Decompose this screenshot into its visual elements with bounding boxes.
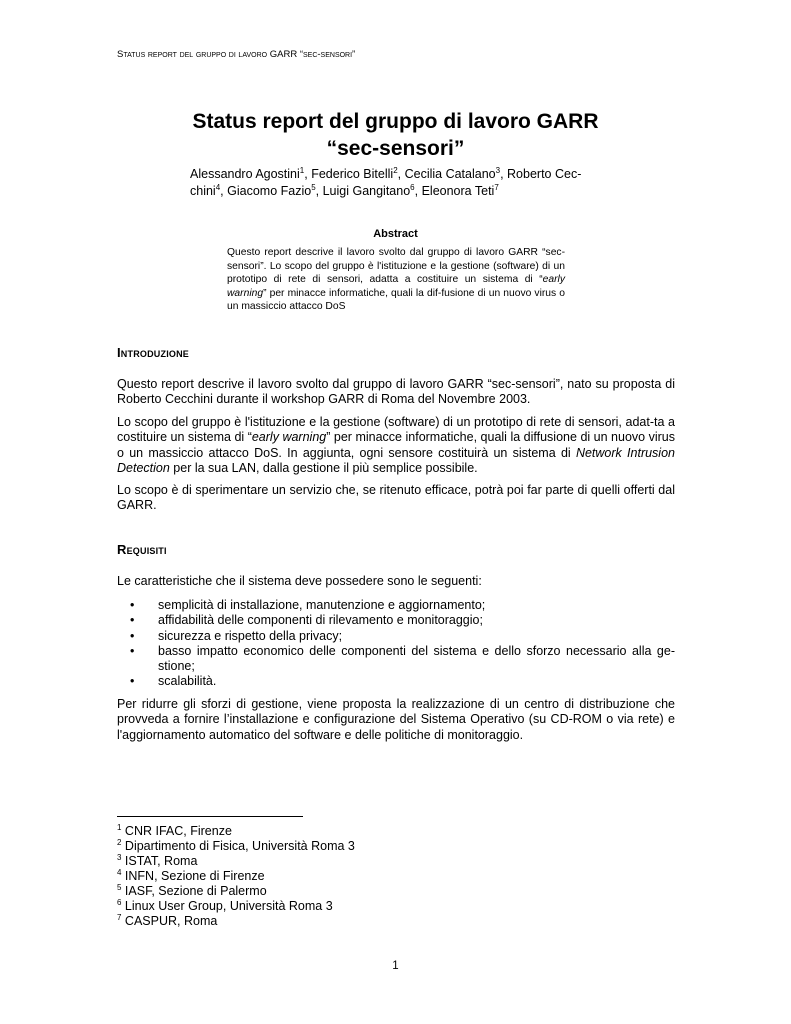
running-header-subtitle: “sec-sensori” <box>297 49 356 60</box>
running-header <box>117 49 355 60</box>
paragraph: Le caratteristiche che il sistema deve possedere sono le seguenti: <box>117 574 482 588</box>
document-title <box>0 108 791 162</box>
bullet-icon: • <box>130 643 135 658</box>
abstract-text: Questo report descrive il lavoro svolto dal gruppo di lavoro GARR “sec-sensori”. Lo scopo del gruppo è l'istituzione e la gestione (software) di un prototipo di rete di sensori, adatta a costituire un sistema di “early warning” per minacce informatiche, quali la dif-fusione di un nuovo virus o un massiccio attacco DoS <box>227 247 565 312</box>
footnote: $^3$ ISTAT, Roma <box>117 853 198 868</box>
footnote: $^4$ INFN, Sezione di Firenze <box>117 868 265 883</box>
author-list <box>190 166 605 200</box>
paragraph: Lo scopo è di sperimentare un servizio che, se ritenuto efficace, potrà poi far parte di quelli offerti dal GARR. <box>117 483 675 513</box>
bullet-icon: • <box>130 674 135 689</box>
emphasis: early warning <box>227 274 565 299</box>
footnote-divider <box>117 816 303 817</box>
footnote: $^2$ Dipartimento di Fisica, Università Roma 3 <box>117 838 355 853</box>
author: Federico Bitelli$^2$, <box>311 166 405 181</box>
author: Giacomo Fazio$^5$, <box>227 183 323 198</box>
list-item: • basso impatto economico delle componenti del sistema e dello sforzo necessario alla ge-stione; <box>130 643 675 674</box>
footnote: $^7$ CASPUR, Roma <box>117 913 218 928</box>
running-header-text: Status report del gruppo di lavoro <box>117 49 270 60</box>
title-line-1: Status report del gruppo di lavoro GARR <box>192 110 599 133</box>
paragraph: Lo scopo del gruppo è l'istituzione e la gestione (software) di un prototipo di rete di sensori, adat-ta a costituire un sistema di “early warning” per minacce informatiche, quali la diffusione di un nuovo virus o un massiccio attacco DoS. In aggiunta, ogni sensore costituirà un sistema di Network Intrusion Detection per la sua LAN, dalla gestione il più semplice possibile. <box>117 415 675 475</box>
footnote-marker: 7 <box>117 913 122 922</box>
footnote-marker: 4 <box>117 868 122 877</box>
footnote-marker: 3 <box>117 853 122 862</box>
footnote-marker: 5 <box>311 183 316 192</box>
list-item: • scalabilità. <box>130 674 217 689</box>
author: Cecilia Catalano$^3$, <box>404 166 508 181</box>
author: Eleonora Teti$^7$ <box>421 183 499 198</box>
abstract-heading: Abstract <box>373 228 418 240</box>
footnote-marker: 1 <box>117 823 122 832</box>
footnote: $^1$ CNR IFAC, Firenze <box>117 823 232 838</box>
paragraph: Questo report descrive il lavoro svolto dal gruppo di lavoro GARR “sec-sensori”, nato su proposta di Roberto Cecchini durante il workshop GARR di Roma del Novembre 2003. <box>117 377 675 407</box>
bullet-icon: • <box>130 598 135 612</box>
footnote-marker: 1 <box>299 166 305 175</box>
requirements-list <box>130 598 675 690</box>
footnote-marker: 6 <box>117 898 122 907</box>
paragraph: Per ridurre gli sforzi di gestione, viene proposta la realizzazione di un centro di distribuzione che provveda a fornire l’installazione e configurazione del Sistema Operativo (su CD-ROM o via rete) e l'aggiornamento automatico del software e delle politiche di monitoraggio. <box>117 697 675 742</box>
author: Alessandro Agostini$^1$, <box>190 166 312 181</box>
section-heading-requisiti: Requisiti <box>117 542 167 557</box>
footnote: $^6$ Linux User Group, Università Roma 3 <box>117 898 333 913</box>
page-number: 1 <box>392 960 399 972</box>
footnote-marker: 2 <box>393 166 398 175</box>
footnote: $^5$ IASF, Sezione di Palermo <box>117 883 267 898</box>
bullet-icon: • <box>130 613 135 628</box>
footnotes <box>117 824 517 929</box>
author: Roberto Cec-chini$^4$, <box>190 167 582 198</box>
footnote-marker: 2 <box>117 838 122 847</box>
emphasis: Network Intrusion Detection <box>117 445 675 475</box>
footnote-marker: 3 <box>495 166 501 175</box>
emphasis: early warning <box>251 430 327 445</box>
title-line-2: “sec-sensori” <box>326 137 465 160</box>
footnote-marker: 5 <box>117 883 122 892</box>
list-item: • semplicità di installazione, manutenzione e aggiornamento; <box>130 598 486 612</box>
bullet-icon: • <box>130 628 135 643</box>
list-item: • affidabilità delle componenti di rilevamento e monitoraggio; <box>130 613 483 628</box>
footnote-marker: 6 <box>410 183 415 192</box>
running-header-garr: GARR <box>269 49 298 60</box>
footnote-marker: 7 <box>494 183 499 192</box>
author: Luigi Gangitano$^6$, <box>322 183 422 198</box>
footnote-marker: 4 <box>215 183 221 192</box>
section-heading-introduzione: Introduzione <box>117 345 190 360</box>
list-item: • sicurezza e rispetto della privacy; <box>130 628 343 643</box>
